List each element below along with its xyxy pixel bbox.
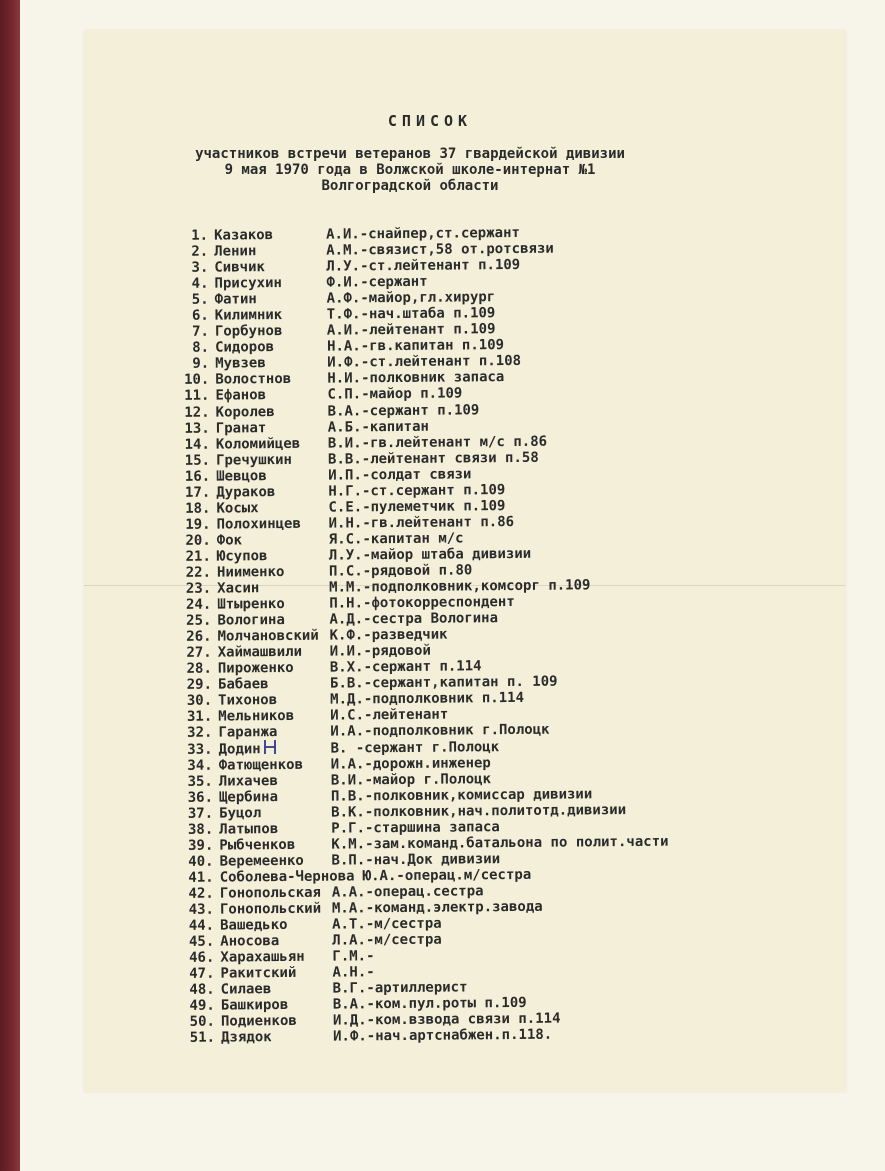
entry-number: 45. bbox=[188, 933, 215, 950]
entry-number: 25. bbox=[186, 612, 212, 629]
entry-details: В.А.-сержант п.109 bbox=[327, 401, 480, 420]
entry-number: 36. bbox=[187, 789, 214, 806]
entry-number: 20. bbox=[185, 532, 211, 549]
entry-details: Р.Г.-старшина запаса bbox=[331, 818, 500, 837]
entry-number: 6. bbox=[191, 307, 209, 325]
entry-number: 8. bbox=[192, 339, 210, 357]
entry-details: Г.М.- bbox=[332, 948, 375, 965]
entry-surname: Додин bbox=[218, 740, 261, 758]
entry-surname: Гречушкин bbox=[215, 451, 292, 469]
entry-surname: Пироженко bbox=[217, 660, 294, 677]
entry-details: К.М.-зам.команд.батальона по полит.части bbox=[331, 833, 669, 853]
entry-surname: Казаков bbox=[213, 227, 274, 244]
entry-details: Н.И.-полковник запаса bbox=[327, 369, 505, 388]
entry-details: А.А.-операц.сестра bbox=[331, 883, 484, 901]
entry-details: А.Т.-м/сестра bbox=[332, 915, 442, 933]
entry-surname: Дзядок bbox=[220, 1029, 272, 1046]
entry-details: К.Ф.-разведчик bbox=[329, 626, 448, 644]
entry-surname: Ракитский bbox=[220, 965, 297, 982]
entry-details: В.К.-полковник,нач.политотд.дивизии bbox=[331, 801, 627, 821]
entry-surname: Королев bbox=[215, 403, 275, 421]
entry-number: 48. bbox=[189, 981, 215, 999]
entry-surname: Хаймашвили bbox=[217, 644, 303, 661]
entry-surname: Килимник bbox=[214, 307, 283, 324]
entry-number: 49. bbox=[189, 997, 215, 1015]
participant-list bbox=[168, 222, 815, 1046]
document-title: СПИСОК bbox=[387, 112, 473, 130]
entry-surname: Фатин bbox=[214, 291, 257, 308]
entry-details: А.И.-лейтенант п.109 bbox=[326, 321, 496, 339]
entry-details: В.И.-гв.лейтенант м/с п.86 bbox=[327, 433, 548, 452]
entry-number: 1. bbox=[191, 227, 209, 244]
entry-surname: Мельников bbox=[218, 708, 295, 725]
entry-details: П.Н.-фотокорреспондент bbox=[329, 594, 515, 612]
entry-surname: Рыбченков bbox=[219, 836, 296, 854]
entry-number: 35. bbox=[187, 773, 213, 790]
entry-number: 51. bbox=[189, 1029, 216, 1047]
entry-number: 47. bbox=[189, 965, 215, 982]
entry-details: Б.В.-сержант,капитан п. 109 bbox=[329, 673, 558, 692]
entry-surname: Харахашьян bbox=[220, 948, 305, 966]
entry-surname: Ефанов bbox=[215, 387, 267, 405]
entry-number: 27. bbox=[186, 644, 212, 662]
entry-details: В.Г.-артиллерист bbox=[332, 979, 468, 997]
entry-number: 7. bbox=[191, 323, 209, 341]
entry-number: 40. bbox=[188, 853, 214, 870]
entry-details: В.В.-лейтенант связи п.58 bbox=[327, 449, 539, 468]
entry-details: И.С.-лейтенант bbox=[330, 706, 449, 725]
entry-details: Т.Ф.-нач.штаба п.109 bbox=[326, 305, 496, 323]
entry-number: 28. bbox=[186, 660, 212, 678]
entry-number: 17. bbox=[184, 484, 211, 501]
entry-surname: Штыренко bbox=[217, 596, 285, 613]
entry-number: 22. bbox=[185, 564, 212, 581]
entry-details: А.Б.-капитан bbox=[327, 418, 429, 436]
entry-details: А.М.-связист,58 от.ротсвязи bbox=[326, 240, 554, 259]
entry-surname: Башкиров bbox=[220, 997, 289, 1014]
entry-details: А.Ф.-майор,гл.хирург bbox=[326, 289, 496, 307]
entry-number: 34. bbox=[187, 757, 213, 774]
entry-number: 14. bbox=[184, 436, 210, 453]
entry-number: 9. bbox=[192, 356, 210, 373]
entry-surname: Хасин bbox=[217, 580, 260, 597]
entry-surname: Молчановский bbox=[217, 627, 319, 645]
entry-surname: Горбунов bbox=[214, 323, 283, 340]
entry-details: Н.А.-гв.капитан п.109 bbox=[326, 337, 505, 355]
entry-details: А.Д.-сестра Вологина bbox=[329, 610, 499, 628]
entry-number: 5. bbox=[191, 291, 209, 308]
entry-surname: Щербина bbox=[218, 788, 279, 806]
entry-details: И.Ф.-ст.лейтенант п.108 bbox=[327, 353, 522, 371]
entry-details: С.П.-майор п.109 bbox=[327, 385, 463, 404]
entry-surname: Полохинцев bbox=[216, 515, 301, 533]
entry-details: И.Д.-ком.взвода связи п.114 bbox=[332, 1010, 561, 1029]
entry-number: 33. bbox=[187, 741, 213, 758]
entry-details: П.В.-полковник,комиссар дивизии bbox=[330, 785, 593, 805]
entry-surname: Силаев bbox=[220, 981, 272, 998]
entry-number: 37. bbox=[187, 805, 214, 822]
entry-details: Ф.И.-сержант bbox=[326, 273, 428, 291]
entry-surname: Сидоров bbox=[214, 339, 275, 356]
entry-number: 3. bbox=[191, 259, 209, 276]
entry-surname: Косых bbox=[216, 500, 259, 517]
entry-details: В. -сержант г.Полоцк bbox=[330, 738, 500, 757]
entry-surname: Сивчик bbox=[214, 259, 265, 276]
entry-number: 50. bbox=[189, 1013, 215, 1031]
document-subtitle bbox=[130, 146, 690, 194]
entry-details: В.А.-ком.пул.роты п.109 bbox=[332, 995, 527, 1013]
entry-details: Я.С.-капитан м/с bbox=[328, 530, 464, 548]
entry-number: 12. bbox=[184, 404, 210, 421]
entry-surname: Подиенков bbox=[220, 1013, 297, 1030]
entry-number: 38. bbox=[187, 821, 214, 838]
entry-details: Л.У.-майор штаба дивизии bbox=[328, 545, 532, 564]
entry-number: 43. bbox=[188, 901, 215, 918]
entry-surname: Мувзев bbox=[215, 355, 266, 372]
entry-details: И.И.-рядовой bbox=[329, 642, 431, 660]
entry-surname: Вологина bbox=[217, 612, 285, 629]
entry-surname: Гонопольская bbox=[219, 884, 322, 902]
entry-number: 23. bbox=[185, 580, 212, 597]
entry-number: 41. bbox=[188, 869, 214, 886]
entry-number: 16. bbox=[184, 468, 211, 485]
entry-details: Н.Г.-ст.сержант п.109 bbox=[328, 481, 506, 500]
entry-details: М.Д.-подполковник п.114 bbox=[330, 690, 525, 708]
entry-details: Л.У.-ст.лейтенант п.109 bbox=[326, 257, 521, 275]
album-binding bbox=[0, 0, 20, 1171]
entry-number: 15. bbox=[184, 452, 211, 469]
entry-number: 11. bbox=[184, 388, 210, 405]
entry-details: И.А.-подполковник г.Полоцк bbox=[330, 722, 550, 741]
entry-details: П.С.-рядовой п.80 bbox=[328, 562, 473, 580]
entry-details: Ю.А.-операц.м/сестра bbox=[362, 866, 532, 885]
entry-surname: Веремеенко bbox=[219, 852, 304, 870]
entry-number: 19. bbox=[185, 516, 211, 533]
entry-surname: Фатющенков bbox=[218, 756, 304, 774]
entry-number: 46. bbox=[189, 949, 215, 966]
entry-number: 29. bbox=[186, 676, 213, 694]
entry-details: М.А.-команд.электр.завода bbox=[331, 898, 543, 917]
entry-number: 44. bbox=[188, 917, 215, 934]
entry-surname: Латыпов bbox=[219, 820, 279, 838]
entry-number: 42. bbox=[188, 885, 214, 902]
entry-number: 10. bbox=[183, 372, 210, 389]
entry-surname: Тихонов bbox=[218, 692, 278, 709]
entry-details: В.Х.-сержант п.114 bbox=[329, 658, 482, 676]
entry-details: И.Н.-гв.лейтенант п.86 bbox=[328, 513, 515, 532]
entry-surname: Коломийцев bbox=[215, 435, 301, 453]
entry-details: В.П.-нач.Док дивизии bbox=[331, 850, 501, 869]
subtitle-line: 9 мая 1970 года в Волжской школе-интернат №1 bbox=[224, 162, 596, 178]
entry-surname: Гонопольский bbox=[219, 900, 322, 918]
entry-number: 39. bbox=[188, 837, 214, 854]
entry-number: 4. bbox=[191, 275, 209, 292]
entry-surname: Присухин bbox=[214, 275, 282, 292]
entry-details: И.А.-дорожн.инженер bbox=[330, 754, 491, 773]
entry-surname: Вашедько bbox=[220, 916, 288, 934]
entry-surname: Соболева-Чернова bbox=[219, 868, 355, 886]
entry-number: 26. bbox=[186, 628, 212, 646]
entry-number: 13. bbox=[184, 420, 210, 437]
entry-number: 18. bbox=[185, 500, 211, 517]
entry-details: А.Н.- bbox=[332, 964, 375, 981]
entry-number: 21. bbox=[185, 548, 211, 565]
entry-number: 2. bbox=[191, 243, 209, 260]
subtitle-line: участников встречи ветеранов 37 гвардейской дивизии bbox=[195, 146, 625, 162]
entry-surname: Юсупов bbox=[216, 548, 268, 565]
entry-surname: Волостнов bbox=[215, 371, 292, 389]
entry-surname: Бабаев bbox=[217, 676, 269, 693]
entry-details: М.М.-подполковник,комсорг п.109 bbox=[329, 577, 591, 596]
entry-details: И.Ф.-нач.артснабжен.п.118. bbox=[332, 1027, 553, 1045]
entry-details: В.И.-майор г.Полоцк bbox=[330, 770, 492, 789]
entry-surname: Шевцов bbox=[216, 467, 267, 485]
entry-number: 31. bbox=[186, 709, 213, 726]
entry-surname: Ленин bbox=[214, 243, 257, 260]
entry-surname: Гранат bbox=[215, 419, 267, 437]
entry-surname: Лихачев bbox=[218, 772, 278, 790]
entry-surname: Ниименко bbox=[216, 563, 285, 581]
entry-number: 32. bbox=[187, 725, 213, 742]
entry-surname: Аносова bbox=[220, 933, 280, 950]
entry-details: И.П.-солдат связи bbox=[328, 466, 472, 484]
entry-details: А.И.-снайпер,ст.сержант bbox=[325, 224, 521, 243]
entry-details: Л.А.-м/сестра bbox=[332, 931, 442, 949]
entry-number: 24. bbox=[185, 596, 212, 613]
entry-surname: Дураков bbox=[216, 483, 276, 501]
entry-number: 30. bbox=[186, 692, 213, 710]
subtitle-line: Волгоградской области bbox=[321, 178, 499, 194]
entry-details: С.Е.-пулеметчик п.109 bbox=[328, 497, 506, 516]
entry-surname: Фок bbox=[216, 532, 243, 549]
handwritten-correction-mark bbox=[262, 738, 278, 756]
entry-surname: Буцол bbox=[219, 804, 262, 822]
entry-surname: Гаранжа bbox=[218, 724, 278, 742]
